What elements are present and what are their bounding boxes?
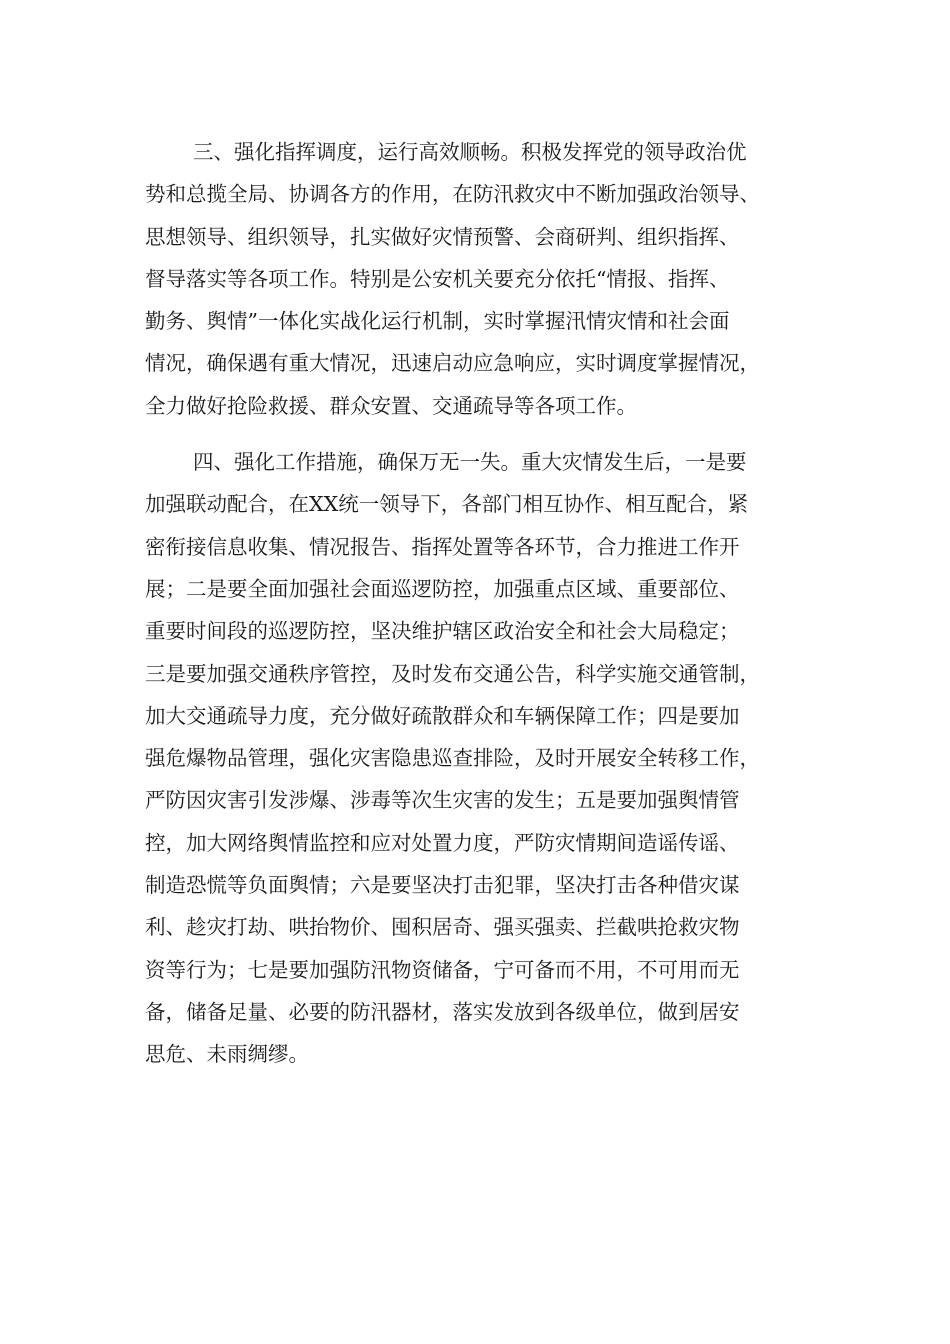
paragraph-line: 全力做好抢险救援、群众安置、交通疏导等各项工作。 <box>145 393 637 418</box>
paragraph-line: 三、强化指挥调度，运行高效顺畅。积极发挥党的领导政治优 <box>193 140 747 164</box>
paragraph-line: 势和总揽全局、协调各方的作用，在防汛救灾中不断加强政治领导、 <box>145 182 760 207</box>
paragraph-line: 控，加大网络舆情监控和应对处置力度，严防灾情期间造谣传谣、 <box>145 830 740 855</box>
paragraph-line: 情况，确保遇有重大情况，迅速启动应急响应，实时调度掌握情况， <box>145 351 760 376</box>
paragraph-line: 思危、未雨绸缪。 <box>145 1042 309 1067</box>
paragraph-line: 加强联动配合，在XX统一领导下，各部门相互协作、相互配合，紧 <box>145 492 749 517</box>
document-body <box>145 131 812 1076</box>
paragraph-line: 资等行为；七是要加强防汛物资储备，宁可备而不用，不可用而无 <box>145 957 740 982</box>
paragraph-line: 强危爆物品管理，强化灾害隐患巡查排险，及时开展安全转移工作， <box>145 746 760 771</box>
paragraph-line: 思想领导、组织领导，扎实做好灾情预警、会商研判、组织指挥、 <box>145 224 740 249</box>
paragraph-line: 加大交通疏导力度，充分做好疏散群众和车辆保障工作；四是要加 <box>145 703 740 728</box>
paragraph-line: 密衔接信息收集、情况报告、指挥处置等各环节，合力推进工作开 <box>145 534 740 559</box>
paragraph-work-measures <box>145 441 812 1075</box>
paragraph-line: 制造恐慌等负面舆情；六是要坚决打击犯罪，坚决打击各种借灾谋 <box>145 873 740 898</box>
paragraph-line: 勤务、舆情”一体化实战化运行机制，实时掌握汛情灾情和社会面 <box>145 309 730 334</box>
paragraph-line: 四、强化工作措施，确保万无一失。重大灾情发生后，一是要 <box>193 450 747 475</box>
paragraph-line: 利、趁灾打劫、哄抬物价、囤积居奇、强买强卖、拦截哄抢救灾物 <box>145 915 740 940</box>
paragraph-line: 三是要加强交通秩序管控，及时发布交通公告，科学实施交通管制， <box>145 661 760 686</box>
paragraph-line: 重要时间段的巡逻防控，坚决维护辖区政治安全和社会大局稳定； <box>145 619 740 644</box>
paragraph-line: 备，储备足量、必要的防汛器材，落实发放到各级单位，做到居安 <box>145 999 740 1024</box>
paragraph-line: 展；二是要全面加强社会面巡逻防控，加强重点区域、重要部位、 <box>145 576 740 601</box>
paragraph-line: 严防因灾害引发涉爆、涉毒等次生灾害的发生；五是要加强舆情管 <box>145 788 740 813</box>
paragraph-line: 督导落实等各项工作。特别是公安机关要充分依托“情报、指挥、 <box>145 266 730 291</box>
paragraph-command-dispatch <box>145 131 812 427</box>
paragraph-spacing <box>145 427 812 441</box>
